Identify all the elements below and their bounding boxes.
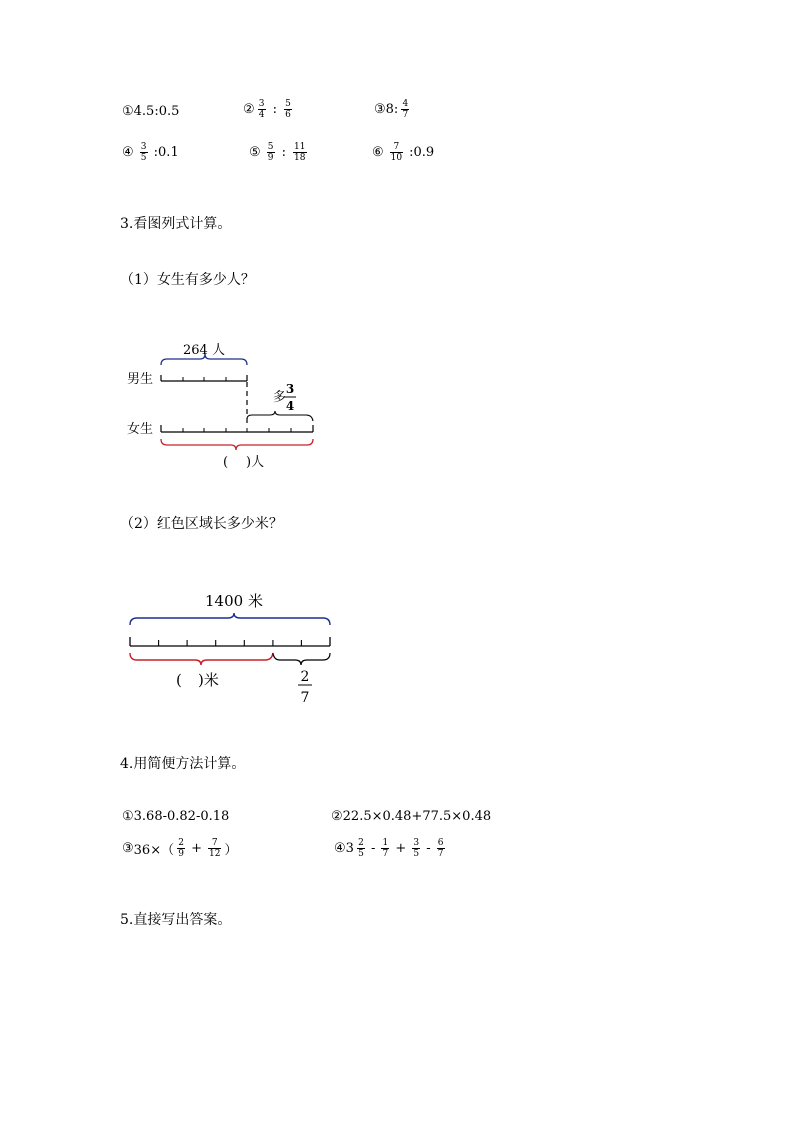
ratio-item-5 (249, 142, 310, 163)
circle-number: ① (122, 104, 134, 119)
fraction: $\frac{2}{9}$ (178, 838, 184, 859)
ratio-text: :0.9 (409, 145, 435, 160)
fraction: $\frac{11}{18}$ (294, 142, 306, 163)
fraction: $\frac{3}{5}$ (140, 142, 147, 163)
section-5-heading: 5.直接写出答案。 (120, 912, 232, 928)
fraction: $\frac{4}{7}$ (402, 99, 409, 120)
calc-item-3 (122, 838, 237, 859)
ratio-text: :0.1 (153, 145, 179, 160)
fraction: $\frac{1}{7}$ (382, 838, 389, 859)
ratio-item-3 (374, 99, 412, 120)
operator: + (395, 841, 407, 856)
boys-girls-diagram (120, 335, 330, 475)
circle-number: ③ (374, 102, 386, 117)
more-fraction-num: 3 (285, 382, 295, 396)
calc-item-2 (331, 809, 491, 824)
ratio-text: 8: (385, 102, 399, 117)
calc-text: 3 (345, 841, 354, 856)
ratio-sign: : (281, 145, 287, 160)
fraction: $\frac{3}{4}$ (258, 99, 265, 120)
section-3-heading: 3.看图列式计算。 (120, 216, 232, 232)
fraction: $\frac{6}{7}$ (437, 838, 444, 859)
calc-text: 3.68-0.82-0.18 (133, 809, 230, 824)
boys-count-label: 264 人 (183, 343, 225, 358)
calc-text: ） (224, 843, 238, 858)
ratio-item-6 (372, 142, 434, 163)
operator: + (191, 841, 202, 856)
circle-number: ② (243, 102, 255, 117)
black-brace (247, 411, 313, 421)
section-4-heading: 4.用简便方法计算。 (120, 756, 246, 772)
blue-brace (130, 613, 330, 625)
fraction: $\frac{7}{10}$ (390, 142, 403, 163)
calc-text: 22.5×0.48+77.5×0.48 (342, 809, 492, 824)
part-fraction-num: 2 (300, 669, 310, 685)
ratio-sign: : (272, 102, 278, 117)
more-prefix: 多 (273, 390, 287, 405)
fraction: $\frac{2}{5}$ (358, 838, 364, 859)
circle-number: ④ (334, 841, 346, 856)
fraction: $\frac{7}{12}$ (209, 838, 221, 859)
ratio-item-4 (122, 142, 179, 163)
calc-item-4 (334, 838, 448, 859)
answer-close: )米 (198, 671, 219, 689)
calc-text: 36×（ (133, 843, 175, 858)
question-1-title: （1）女生有多少人？ (120, 272, 255, 288)
circle-number: ⑤ (249, 145, 261, 160)
circle-number: ⑥ (372, 145, 384, 160)
circle-number: ③ (122, 841, 134, 856)
question-2-title: （2）红色区域长多少米？ (120, 516, 283, 532)
girls-label: 女生 (127, 422, 154, 437)
calc-item-1 (122, 809, 229, 824)
answer-open: ( (176, 671, 182, 689)
ratio-text: 4.5:0.5 (133, 104, 180, 119)
part-fraction-den: 7 (300, 690, 310, 706)
circle-number: ② (331, 809, 343, 824)
ratio-item-1 (122, 104, 179, 119)
circle-number: ④ (122, 145, 134, 160)
more-fraction-den: 4 (285, 399, 295, 413)
answer-close: )人 (246, 455, 265, 470)
operator: - (370, 841, 376, 856)
boys-label: 男生 (127, 372, 154, 387)
circle-number: ① (122, 809, 134, 824)
fraction: $\frac{5}{9}$ (267, 142, 274, 163)
black-brace (273, 653, 330, 665)
answer-open: ( (223, 455, 229, 470)
red-brace (161, 439, 313, 450)
red-brace (130, 653, 273, 665)
fraction: $\frac{3}{5}$ (413, 838, 420, 859)
total-length-label: 1400 米 (205, 592, 263, 610)
ratio-item-2 (243, 99, 295, 120)
fraction: $\frac{5}{6}$ (285, 99, 291, 120)
length-diagram (120, 585, 340, 715)
operator: - (426, 841, 431, 856)
